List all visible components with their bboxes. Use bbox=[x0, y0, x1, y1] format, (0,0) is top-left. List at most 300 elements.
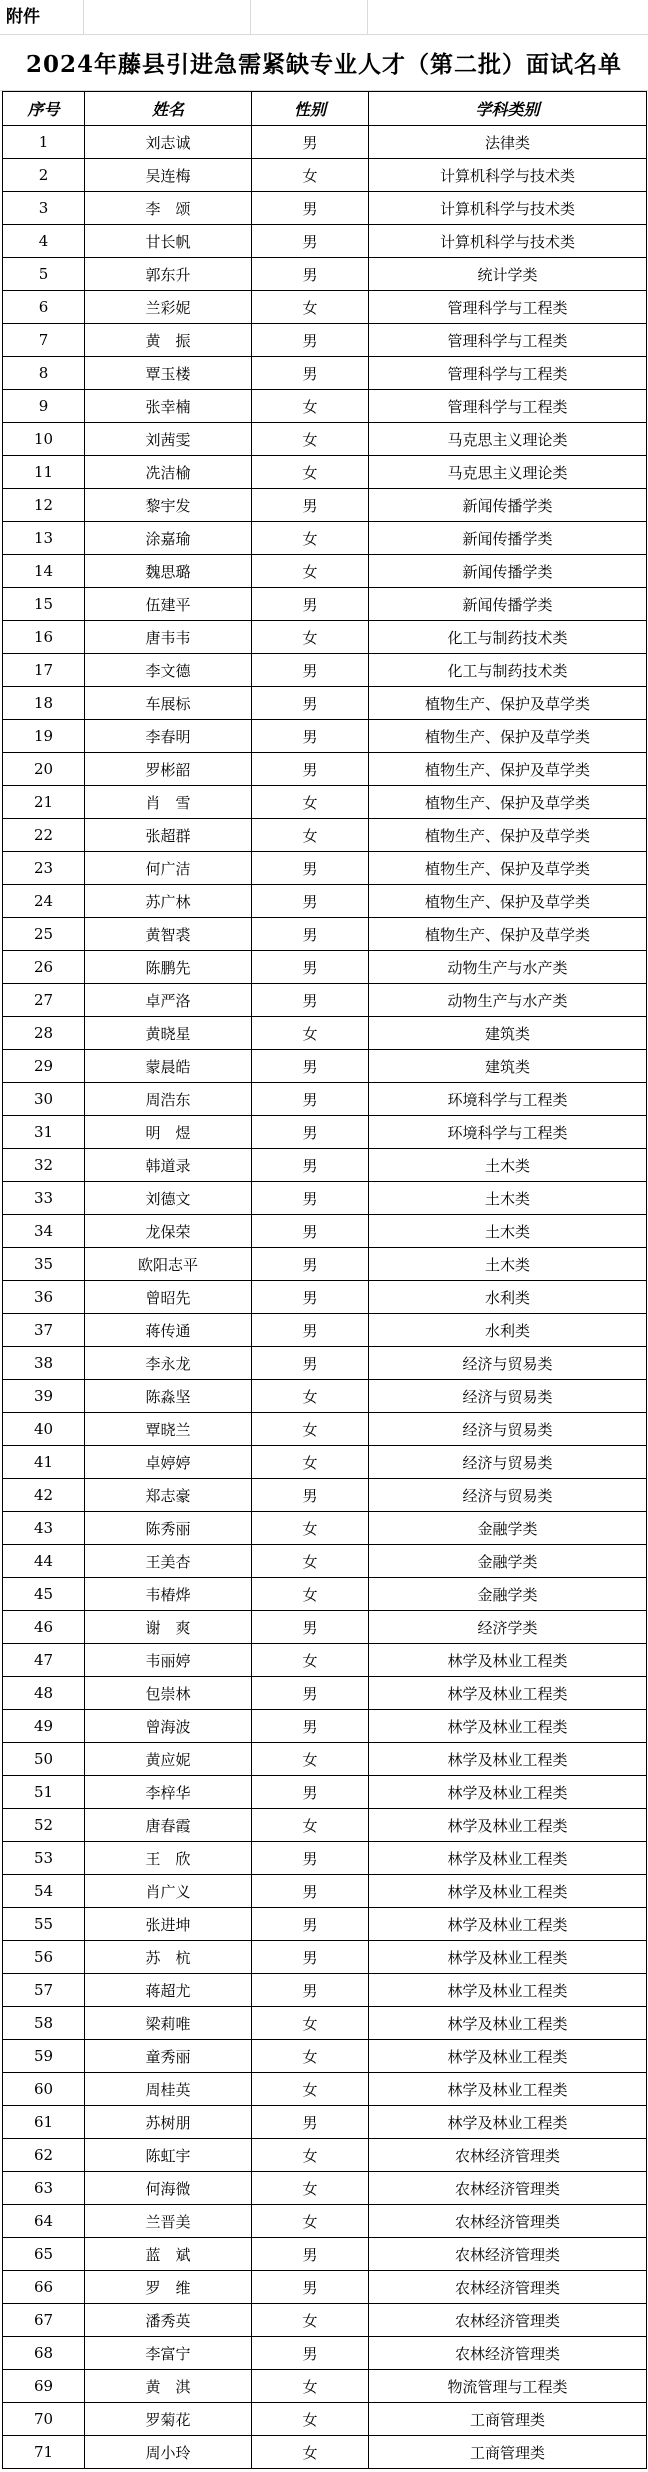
cell-gender: 女 bbox=[252, 390, 369, 423]
cell-category: 植物生产、保护及草学类 bbox=[369, 753, 647, 786]
table-row bbox=[3, 2337, 647, 2370]
cell-category: 农林经济管理类 bbox=[369, 2337, 647, 2370]
cell-category: 化工与制药技术类 bbox=[369, 654, 647, 687]
cell-category: 马克思主义理论类 bbox=[369, 456, 647, 489]
cell-name: 涂嘉瑜 bbox=[85, 522, 252, 555]
cell-name: 覃晓兰 bbox=[85, 1413, 252, 1446]
cell-gender: 女 bbox=[252, 456, 369, 489]
cell-gender: 女 bbox=[252, 819, 369, 852]
cell-no: 19 bbox=[3, 720, 85, 753]
table-row bbox=[3, 720, 647, 753]
cell-no: 43 bbox=[3, 1512, 85, 1545]
cell-gender: 男 bbox=[252, 2238, 369, 2271]
cell-name: 韩道录 bbox=[85, 1149, 252, 1182]
cell-gender: 女 bbox=[252, 2007, 369, 2040]
cell-gender: 男 bbox=[252, 1479, 369, 1512]
table-row bbox=[3, 1248, 647, 1281]
cell-no: 21 bbox=[3, 786, 85, 819]
cell-gender: 女 bbox=[252, 1545, 369, 1578]
cell-name: 黄应妮 bbox=[85, 1743, 252, 1776]
cell-category: 林学及林业工程类 bbox=[369, 2007, 647, 2040]
cell-gender: 男 bbox=[252, 2337, 369, 2370]
cell-name: 唐春霞 bbox=[85, 1809, 252, 1842]
cell-gender: 男 bbox=[252, 357, 369, 390]
table-row bbox=[3, 687, 647, 720]
table-row bbox=[3, 2271, 647, 2304]
cell-name: 罗彬韶 bbox=[85, 753, 252, 786]
cell-no: 1 bbox=[3, 126, 85, 159]
cell-no: 2 bbox=[3, 159, 85, 192]
table-row bbox=[3, 1776, 647, 1809]
table-row bbox=[3, 2304, 647, 2337]
cell-category: 林学及林业工程类 bbox=[369, 1710, 647, 1743]
table-row bbox=[3, 1611, 647, 1644]
cell-gender: 男 bbox=[252, 1248, 369, 1281]
cell-gender: 女 bbox=[252, 159, 369, 192]
cell-name: 唐韦韦 bbox=[85, 621, 252, 654]
cell-name: 郭东升 bbox=[85, 258, 252, 291]
cell-category: 计算机科学与技术类 bbox=[369, 192, 647, 225]
table-row bbox=[3, 2436, 647, 2469]
table-row bbox=[3, 984, 647, 1017]
cell-category: 建筑类 bbox=[369, 1050, 647, 1083]
cell-name: 苏广林 bbox=[85, 885, 252, 918]
table-row bbox=[3, 522, 647, 555]
cell-category: 计算机科学与技术类 bbox=[369, 159, 647, 192]
table-row bbox=[3, 819, 647, 852]
cell-category: 经济与贸易类 bbox=[369, 1380, 647, 1413]
cell-no: 35 bbox=[3, 1248, 85, 1281]
cell-category: 金融学类 bbox=[369, 1578, 647, 1611]
cell-gender: 男 bbox=[252, 324, 369, 357]
table-row bbox=[3, 852, 647, 885]
cell-category: 物流管理与工程类 bbox=[369, 2370, 647, 2403]
cell-gender: 男 bbox=[252, 720, 369, 753]
cell-name: 冼洁榆 bbox=[85, 456, 252, 489]
cell-no: 32 bbox=[3, 1149, 85, 1182]
table-row bbox=[3, 1644, 647, 1677]
cell-gender: 男 bbox=[252, 1908, 369, 1941]
cell-category: 金融学类 bbox=[369, 1545, 647, 1578]
cell-name: 欧阳志平 bbox=[85, 1248, 252, 1281]
cell-name: 陈鹏先 bbox=[85, 951, 252, 984]
cell-no: 45 bbox=[3, 1578, 85, 1611]
cell-gender: 男 bbox=[252, 1974, 369, 2007]
cell-name: 李文德 bbox=[85, 654, 252, 687]
cell-no: 7 bbox=[3, 324, 85, 357]
cell-no: 41 bbox=[3, 1446, 85, 1479]
cell-gender: 男 bbox=[252, 1050, 369, 1083]
cell-no: 68 bbox=[3, 2337, 85, 2370]
cell-name: 苏树朋 bbox=[85, 2106, 252, 2139]
cell-category: 植物生产、保护及草学类 bbox=[369, 852, 647, 885]
table-row bbox=[3, 192, 647, 225]
cell-category: 林学及林业工程类 bbox=[369, 2073, 647, 2106]
cell-name: 刘德文 bbox=[85, 1182, 252, 1215]
cell-gender: 女 bbox=[252, 1578, 369, 1611]
cell-gender: 女 bbox=[252, 1743, 369, 1776]
cell-no: 11 bbox=[3, 456, 85, 489]
table-row bbox=[3, 1347, 647, 1380]
cell-gender: 女 bbox=[252, 1017, 369, 1050]
cell-name: 兰彩妮 bbox=[85, 291, 252, 324]
empty-grid-cell bbox=[368, 0, 648, 34]
cell-gender: 女 bbox=[252, 1809, 369, 1842]
cell-no: 65 bbox=[3, 2238, 85, 2271]
cell-category: 水利类 bbox=[369, 1281, 647, 1314]
cell-category: 管理科学与工程类 bbox=[369, 357, 647, 390]
table-row bbox=[3, 390, 647, 423]
cell-no: 28 bbox=[3, 1017, 85, 1050]
cell-no: 31 bbox=[3, 1116, 85, 1149]
table-row bbox=[3, 2205, 647, 2238]
cell-category: 经济与贸易类 bbox=[369, 1446, 647, 1479]
table-row bbox=[3, 918, 647, 951]
cell-name: 王 欣 bbox=[85, 1842, 252, 1875]
cell-no: 48 bbox=[3, 1677, 85, 1710]
table-row bbox=[3, 126, 647, 159]
cell-name: 甘长帆 bbox=[85, 225, 252, 258]
cell-gender: 男 bbox=[252, 258, 369, 291]
cell-no: 53 bbox=[3, 1842, 85, 1875]
cell-name: 郑志豪 bbox=[85, 1479, 252, 1512]
cell-gender: 女 bbox=[252, 2403, 369, 2436]
table-row bbox=[3, 1677, 647, 1710]
cell-gender: 男 bbox=[252, 654, 369, 687]
table-row bbox=[3, 456, 647, 489]
table-body bbox=[3, 126, 647, 2469]
cell-category: 植物生产、保护及草学类 bbox=[369, 885, 647, 918]
cell-gender: 男 bbox=[252, 984, 369, 1017]
cell-no: 37 bbox=[3, 1314, 85, 1347]
cell-no: 54 bbox=[3, 1875, 85, 1908]
cell-name: 魏思璐 bbox=[85, 555, 252, 588]
cell-no: 69 bbox=[3, 2370, 85, 2403]
table-row bbox=[3, 786, 647, 819]
cell-gender: 女 bbox=[252, 2304, 369, 2337]
cell-category: 经济与贸易类 bbox=[369, 1479, 647, 1512]
cell-no: 51 bbox=[3, 1776, 85, 1809]
cell-name: 覃玉楼 bbox=[85, 357, 252, 390]
cell-name: 兰晋美 bbox=[85, 2205, 252, 2238]
cell-no: 25 bbox=[3, 918, 85, 951]
cell-gender: 男 bbox=[252, 588, 369, 621]
cell-name: 王美杏 bbox=[85, 1545, 252, 1578]
cell-category: 土木类 bbox=[369, 1215, 647, 1248]
cell-gender: 男 bbox=[252, 126, 369, 159]
page-title: 2024年藤县引进急需紧缺专业人才（第二批）面试名单 bbox=[25, 51, 622, 78]
cell-no: 47 bbox=[3, 1644, 85, 1677]
cell-name: 包崇林 bbox=[85, 1677, 252, 1710]
cell-no: 15 bbox=[3, 588, 85, 621]
cell-gender: 男 bbox=[252, 2271, 369, 2304]
cell-no: 20 bbox=[3, 753, 85, 786]
cell-category: 土木类 bbox=[369, 1248, 647, 1281]
cell-gender: 女 bbox=[252, 291, 369, 324]
table-row bbox=[3, 1182, 647, 1215]
cell-category: 植物生产、保护及草学类 bbox=[369, 918, 647, 951]
cell-no: 33 bbox=[3, 1182, 85, 1215]
table-row bbox=[3, 951, 647, 984]
table-row bbox=[3, 1809, 647, 1842]
cell-name: 吴连梅 bbox=[85, 159, 252, 192]
cell-category: 植物生产、保护及草学类 bbox=[369, 786, 647, 819]
cell-gender: 女 bbox=[252, 1512, 369, 1545]
cell-category: 马克思主义理论类 bbox=[369, 423, 647, 456]
cell-name: 周桂英 bbox=[85, 2073, 252, 2106]
cell-name: 黎宇发 bbox=[85, 489, 252, 522]
cell-gender: 女 bbox=[252, 2172, 369, 2205]
cell-no: 22 bbox=[3, 819, 85, 852]
cell-category: 新闻传播学类 bbox=[369, 555, 647, 588]
cell-gender: 女 bbox=[252, 1446, 369, 1479]
cell-gender: 男 bbox=[252, 1776, 369, 1809]
cell-name: 苏 杭 bbox=[85, 1941, 252, 1974]
cell-gender: 女 bbox=[252, 2040, 369, 2073]
table-row bbox=[3, 1314, 647, 1347]
table-row bbox=[3, 1842, 647, 1875]
cell-gender: 男 bbox=[252, 852, 369, 885]
header-cell-no: 序号 bbox=[3, 92, 85, 126]
cell-name: 蓝 斌 bbox=[85, 2238, 252, 2271]
table-row bbox=[3, 1050, 647, 1083]
cell-category: 农林经济管理类 bbox=[369, 2304, 647, 2337]
table-row bbox=[3, 753, 647, 786]
cell-name: 龙保荣 bbox=[85, 1215, 252, 1248]
cell-no: 3 bbox=[3, 192, 85, 225]
table-row bbox=[3, 2172, 647, 2205]
cell-no: 30 bbox=[3, 1083, 85, 1116]
table-row bbox=[3, 654, 647, 687]
cell-name: 周小玲 bbox=[85, 2436, 252, 2469]
table-row bbox=[3, 2139, 647, 2172]
cell-category: 植物生产、保护及草学类 bbox=[369, 819, 647, 852]
cell-name: 车展标 bbox=[85, 687, 252, 720]
cell-category: 林学及林业工程类 bbox=[369, 1743, 647, 1776]
empty-grid-cell bbox=[251, 0, 368, 34]
cell-category: 经济学类 bbox=[369, 1611, 647, 1644]
cell-category: 化工与制药技术类 bbox=[369, 621, 647, 654]
cell-category: 计算机科学与技术类 bbox=[369, 225, 647, 258]
cell-no: 26 bbox=[3, 951, 85, 984]
cell-category: 植物生产、保护及草学类 bbox=[369, 687, 647, 720]
cell-category: 农林经济管理类 bbox=[369, 2238, 647, 2271]
cell-no: 24 bbox=[3, 885, 85, 918]
cell-name: 何广洁 bbox=[85, 852, 252, 885]
cell-no: 27 bbox=[3, 984, 85, 1017]
cell-name: 蒋传通 bbox=[85, 1314, 252, 1347]
cell-no: 10 bbox=[3, 423, 85, 456]
cell-name: 李永龙 bbox=[85, 1347, 252, 1380]
table-row bbox=[3, 1743, 647, 1776]
table-row bbox=[3, 258, 647, 291]
table-row bbox=[3, 159, 647, 192]
cell-name: 明 煜 bbox=[85, 1116, 252, 1149]
attachment-label: 附件 bbox=[0, 0, 84, 34]
cell-name: 周浩东 bbox=[85, 1083, 252, 1116]
cell-name: 谢 爽 bbox=[85, 1611, 252, 1644]
table-row bbox=[3, 1479, 647, 1512]
cell-name: 卓婷婷 bbox=[85, 1446, 252, 1479]
cell-no: 57 bbox=[3, 1974, 85, 2007]
cell-no: 6 bbox=[3, 291, 85, 324]
cell-no: 59 bbox=[3, 2040, 85, 2073]
table-row bbox=[3, 1116, 647, 1149]
cell-no: 42 bbox=[3, 1479, 85, 1512]
cell-no: 34 bbox=[3, 1215, 85, 1248]
table-row bbox=[3, 1908, 647, 1941]
cell-gender: 男 bbox=[252, 1611, 369, 1644]
cell-gender: 男 bbox=[252, 1215, 369, 1248]
table-row bbox=[3, 1413, 647, 1446]
cell-category: 管理科学与工程类 bbox=[369, 291, 647, 324]
cell-no: 23 bbox=[3, 852, 85, 885]
cell-category: 新闻传播学类 bbox=[369, 489, 647, 522]
cell-no: 13 bbox=[3, 522, 85, 555]
cell-name: 李富宁 bbox=[85, 2337, 252, 2370]
title-band bbox=[0, 35, 648, 91]
cell-category: 金融学类 bbox=[369, 1512, 647, 1545]
header-cell-category: 学科类别 bbox=[369, 92, 647, 126]
table-header-row bbox=[3, 92, 647, 126]
cell-category: 管理科学与工程类 bbox=[369, 390, 647, 423]
cell-no: 63 bbox=[3, 2172, 85, 2205]
cell-category: 农林经济管理类 bbox=[369, 2205, 647, 2238]
cell-name: 黄 振 bbox=[85, 324, 252, 357]
cell-no: 38 bbox=[3, 1347, 85, 1380]
table-row bbox=[3, 1380, 647, 1413]
table-row bbox=[3, 1941, 647, 1974]
cell-name: 潘秀英 bbox=[85, 2304, 252, 2337]
header-cell-name: 姓名 bbox=[85, 92, 252, 126]
table-row bbox=[3, 1017, 647, 1050]
table-row bbox=[3, 2040, 647, 2073]
table-row bbox=[3, 423, 647, 456]
cell-gender: 男 bbox=[252, 1677, 369, 1710]
cell-no: 40 bbox=[3, 1413, 85, 1446]
cell-gender: 男 bbox=[252, 225, 369, 258]
cell-gender: 女 bbox=[252, 1413, 369, 1446]
cell-category: 林学及林业工程类 bbox=[369, 1875, 647, 1908]
cell-no: 12 bbox=[3, 489, 85, 522]
cell-category: 经济与贸易类 bbox=[369, 1347, 647, 1380]
cell-name: 罗 维 bbox=[85, 2271, 252, 2304]
cell-name: 曾海波 bbox=[85, 1710, 252, 1743]
cell-category: 新闻传播学类 bbox=[369, 522, 647, 555]
table-row bbox=[3, 2106, 647, 2139]
cell-no: 56 bbox=[3, 1941, 85, 1974]
cell-name: 刘志诚 bbox=[85, 126, 252, 159]
cell-category: 林学及林业工程类 bbox=[369, 1776, 647, 1809]
cell-gender: 男 bbox=[252, 951, 369, 984]
cell-name: 张幸楠 bbox=[85, 390, 252, 423]
cell-gender: 男 bbox=[252, 1842, 369, 1875]
cell-no: 71 bbox=[3, 2436, 85, 2469]
cell-no: 67 bbox=[3, 2304, 85, 2337]
cell-gender: 男 bbox=[252, 1281, 369, 1314]
table-row bbox=[3, 2073, 647, 2106]
cell-gender: 男 bbox=[252, 489, 369, 522]
cell-gender: 男 bbox=[252, 687, 369, 720]
interview-roster-table bbox=[2, 91, 647, 2469]
cell-no: 8 bbox=[3, 357, 85, 390]
cell-no: 9 bbox=[3, 390, 85, 423]
cell-name: 肖广义 bbox=[85, 1875, 252, 1908]
cell-category: 林学及林业工程类 bbox=[369, 1941, 647, 1974]
table-row bbox=[3, 1149, 647, 1182]
cell-no: 70 bbox=[3, 2403, 85, 2436]
top-grid-row bbox=[0, 0, 648, 35]
table-row bbox=[3, 555, 647, 588]
cell-category: 统计学类 bbox=[369, 258, 647, 291]
table-row bbox=[3, 1512, 647, 1545]
table-row bbox=[3, 1974, 647, 2007]
cell-category: 林学及林业工程类 bbox=[369, 1677, 647, 1710]
cell-category: 林学及林业工程类 bbox=[369, 1809, 647, 1842]
table-row bbox=[3, 2238, 647, 2271]
cell-category: 经济与贸易类 bbox=[369, 1413, 647, 1446]
cell-name: 陈秀丽 bbox=[85, 1512, 252, 1545]
cell-no: 36 bbox=[3, 1281, 85, 1314]
cell-name: 刘茜雯 bbox=[85, 423, 252, 456]
cell-gender: 女 bbox=[252, 2073, 369, 2106]
table-row bbox=[3, 291, 647, 324]
table-row bbox=[3, 1710, 647, 1743]
cell-gender: 男 bbox=[252, 1875, 369, 1908]
cell-no: 39 bbox=[3, 1380, 85, 1413]
cell-gender: 女 bbox=[252, 2139, 369, 2172]
cell-category: 农林经济管理类 bbox=[369, 2139, 647, 2172]
table-row bbox=[3, 357, 647, 390]
cell-name: 韦丽婷 bbox=[85, 1644, 252, 1677]
cell-gender: 男 bbox=[252, 753, 369, 786]
cell-no: 58 bbox=[3, 2007, 85, 2040]
cell-name: 梁莉唯 bbox=[85, 2007, 252, 2040]
cell-category: 林学及林业工程类 bbox=[369, 1974, 647, 2007]
cell-no: 14 bbox=[3, 555, 85, 588]
cell-no: 61 bbox=[3, 2106, 85, 2139]
cell-category: 林学及林业工程类 bbox=[369, 1644, 647, 1677]
table-row bbox=[3, 225, 647, 258]
cell-category: 农林经济管理类 bbox=[369, 2172, 647, 2205]
cell-name: 陈淼坚 bbox=[85, 1380, 252, 1413]
cell-gender: 男 bbox=[252, 1083, 369, 1116]
cell-category: 林学及林业工程类 bbox=[369, 1908, 647, 1941]
cell-no: 60 bbox=[3, 2073, 85, 2106]
cell-no: 46 bbox=[3, 1611, 85, 1644]
cell-gender: 男 bbox=[252, 1182, 369, 1215]
cell-category: 环境科学与工程类 bbox=[369, 1116, 647, 1149]
empty-grid-cell bbox=[84, 0, 251, 34]
table-row bbox=[3, 2007, 647, 2040]
cell-category: 工商管理类 bbox=[369, 2403, 647, 2436]
cell-name: 韦椿烨 bbox=[85, 1578, 252, 1611]
cell-name: 李春明 bbox=[85, 720, 252, 753]
cell-category: 法律类 bbox=[369, 126, 647, 159]
table-header bbox=[3, 92, 647, 126]
table-row bbox=[3, 588, 647, 621]
table-row bbox=[3, 1545, 647, 1578]
table-row bbox=[3, 324, 647, 357]
cell-name: 李梓华 bbox=[85, 1776, 252, 1809]
table-row bbox=[3, 1083, 647, 1116]
cell-category: 新闻传播学类 bbox=[369, 588, 647, 621]
cell-name: 张超群 bbox=[85, 819, 252, 852]
table-row bbox=[3, 1578, 647, 1611]
table-row bbox=[3, 1215, 647, 1248]
cell-gender: 女 bbox=[252, 1644, 369, 1677]
cell-category: 土木类 bbox=[369, 1182, 647, 1215]
